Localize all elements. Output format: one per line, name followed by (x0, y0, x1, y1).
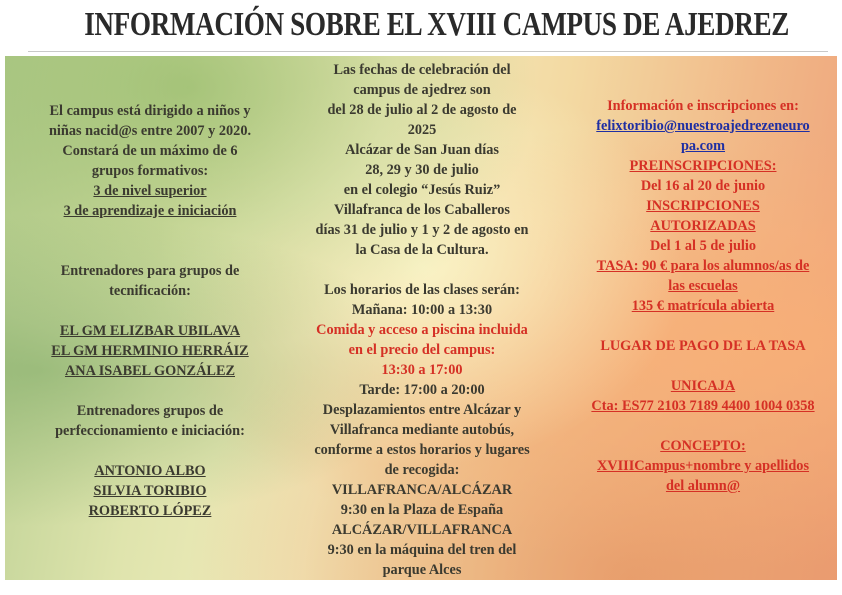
tecnificacion-heading: Entrenadores para grupos de (60, 263, 240, 279)
email-link-continued[interactable]: pa.com (680, 138, 726, 154)
transport-line: 9:30 en la máquina del tren del (327, 542, 517, 558)
group-aprendizaje: 3 de aprendizaje e iniciación (63, 203, 237, 219)
email-link[interactable]: felixtoribio@nuestroajedrezeneuro (596, 118, 810, 134)
transport-line: de recogida: (384, 462, 460, 478)
group-superior: 3 de nivel superior (93, 183, 207, 199)
lunch-line: en el precio del campus: (348, 342, 496, 358)
transport-line: parque Alces (382, 562, 462, 578)
right-column (565, 96, 837, 496)
perfeccionamiento-heading: Entrenadores grupos de (76, 403, 224, 419)
schedule-line: Los horarios de las clases serán: (324, 282, 520, 298)
intro-line: grupos formativos: (91, 163, 209, 179)
page-title: INFORMACIÓN SOBRE EL XVIII CAMPUS DE AJEDREZ (84, 6, 790, 43)
intro-line: niñas nacid@s entre 2007 y 2020. (48, 123, 252, 139)
autorizadas-label: INSCRIPCIONES (646, 198, 760, 214)
intro-line: El campus está dirigido a niños y (49, 103, 251, 119)
transport-line: ALCÁZAR/VILLAFRANCA (331, 522, 513, 538)
dates-line: del 28 de julio al 2 de agosto de (327, 102, 517, 118)
dates-line: Las fechas de celebración del (333, 62, 511, 78)
title-divider (28, 51, 828, 52)
bank-account: Cta: ES77 2103 7189 4400 1004 0358 (591, 398, 815, 414)
dates-line: la Casa de la Cultura. (355, 242, 489, 258)
info-label: Información e inscripciones en: (607, 98, 799, 114)
perfeccionamiento-heading: perfeccionamiento e iniciación: (55, 423, 245, 439)
concepto-line: del alumn@ (665, 478, 741, 494)
tecnificacion-heading: tecnificación: (109, 283, 191, 299)
dates-line: 2025 (407, 122, 437, 138)
trainer-name: EL GM ELIZBAR UBILAVA (59, 323, 241, 339)
preinscripciones-dates: Del 16 al 20 de junio (640, 178, 766, 194)
dates-line: en el colegio “Jesús Ruiz” (343, 182, 501, 198)
trainer-name: ANA ISABEL GONZÁLEZ (64, 363, 236, 379)
info-poster (5, 56, 837, 580)
bank-name: UNICAJA (670, 378, 736, 394)
schedule-line: Mañana: 10:00 a 13:30 (351, 302, 493, 318)
autorizadas-dates: Del 1 al 5 de julio (649, 238, 757, 254)
dates-line: 28, 29 y 30 de julio (365, 162, 479, 178)
concepto-line: XVIIICampus+nombre y apellidos (596, 458, 810, 474)
dates-line: días 31 de julio y 1 y 2 de agosto en (315, 222, 529, 238)
transport-line: VILLAFRANCA/ALCÁZAR (331, 482, 513, 498)
lunch-line: 13:30 a 17:00 (381, 362, 463, 378)
concepto-label: CONCEPTO: (660, 438, 746, 454)
trainer-name: EL GM HERMINIO HERRÁIZ (51, 343, 249, 359)
middle-column (287, 60, 557, 580)
dates-line: Villafranca de los Caballeros (334, 202, 510, 218)
transport-line: conforme a estos horarios y lugares (314, 442, 530, 458)
transport-line: 9:30 en la Plaza de España (340, 502, 504, 518)
trainer-name: ROBERTO LÓPEZ (88, 503, 212, 519)
trainer-name: ANTONIO ALBO (94, 463, 206, 479)
lunch-line: Comida y acceso a piscina incluida (316, 322, 528, 338)
transport-line: Villafranca mediante autobús, (329, 422, 515, 438)
tasa-line: 135 € matrícula abierta (631, 298, 775, 314)
intro-line: Constará de un máximo de 6 (62, 143, 238, 159)
tasa-line: las escuelas (668, 278, 738, 294)
tasa-line: TASA: 90 € para los alumnos/as de (596, 258, 810, 274)
autorizadas-label: AUTORIZADAS (650, 218, 756, 234)
transport-line: Desplazamientos entre Alcázar y (322, 402, 522, 418)
pago-heading: LUGAR DE PAGO DE LA TASA (600, 338, 806, 354)
dates-line: Alcázar de San Juan días (345, 142, 499, 158)
dates-line: campus de ajedrez son (353, 82, 491, 98)
transport-line: Tarde: 17:00 a 20:00 (359, 382, 485, 398)
left-column (15, 101, 285, 521)
trainer-name: SILVIA TORIBIO (93, 483, 207, 499)
preinscripciones-label: PREINSCRIPCIONES: (629, 158, 777, 174)
